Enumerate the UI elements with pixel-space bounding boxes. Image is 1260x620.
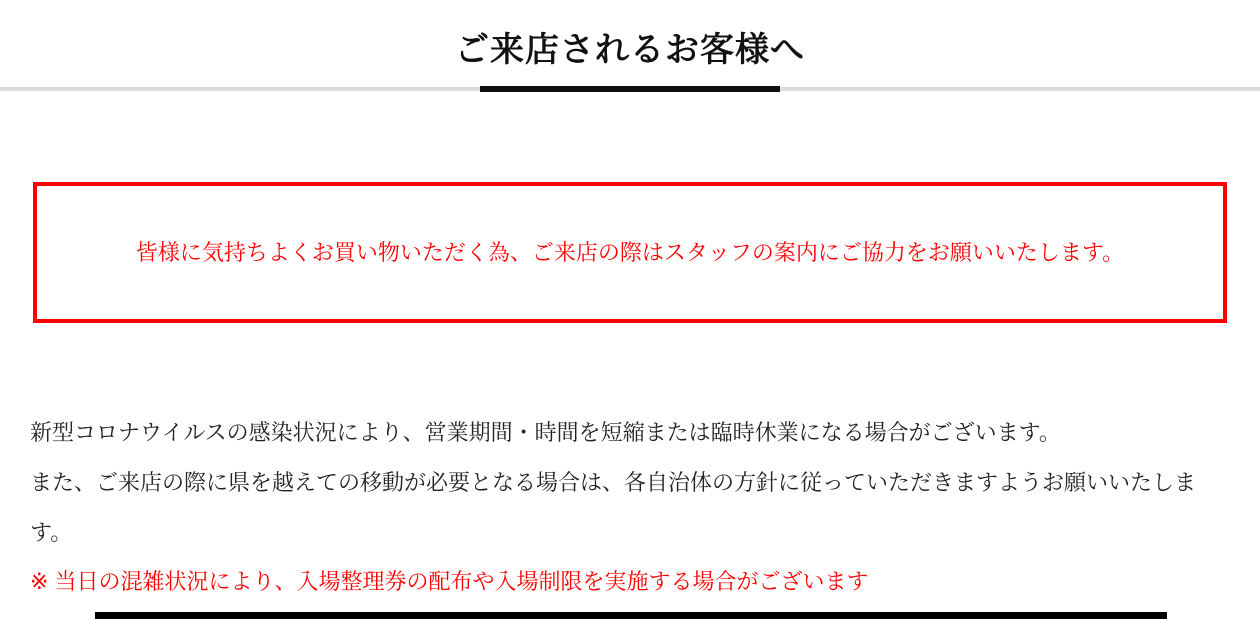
page-title: ご来店されるお客様へ [455, 31, 805, 69]
paragraph-operating-hours: 新型コロナウイルスの感染状況により、営業期間・時間を短縮または臨時休業になる場合がございます。 [30, 420, 1061, 445]
paragraph-travel-policy: また、ご来店の際に県を越えての移動が必要となる場合は、各自治体の方針に従っていただきますようお願いいたします。 [30, 470, 1197, 545]
bottom-divider-bar [95, 612, 1167, 619]
notice-message: 皆様に気持ちよくお買い物いただく為、ご来店の際はスタッフの案内にご協力をお願いいたします。 [135, 239, 1125, 265]
title-underline [480, 86, 780, 92]
main-text [30, 408, 1230, 602]
note-entry-restriction: ※ 当日の混雑状況により、入場整理券の配布や入場制限を実施する場合がございます [30, 569, 869, 594]
notice-box [33, 182, 1227, 323]
title-rule [0, 86, 1260, 92]
